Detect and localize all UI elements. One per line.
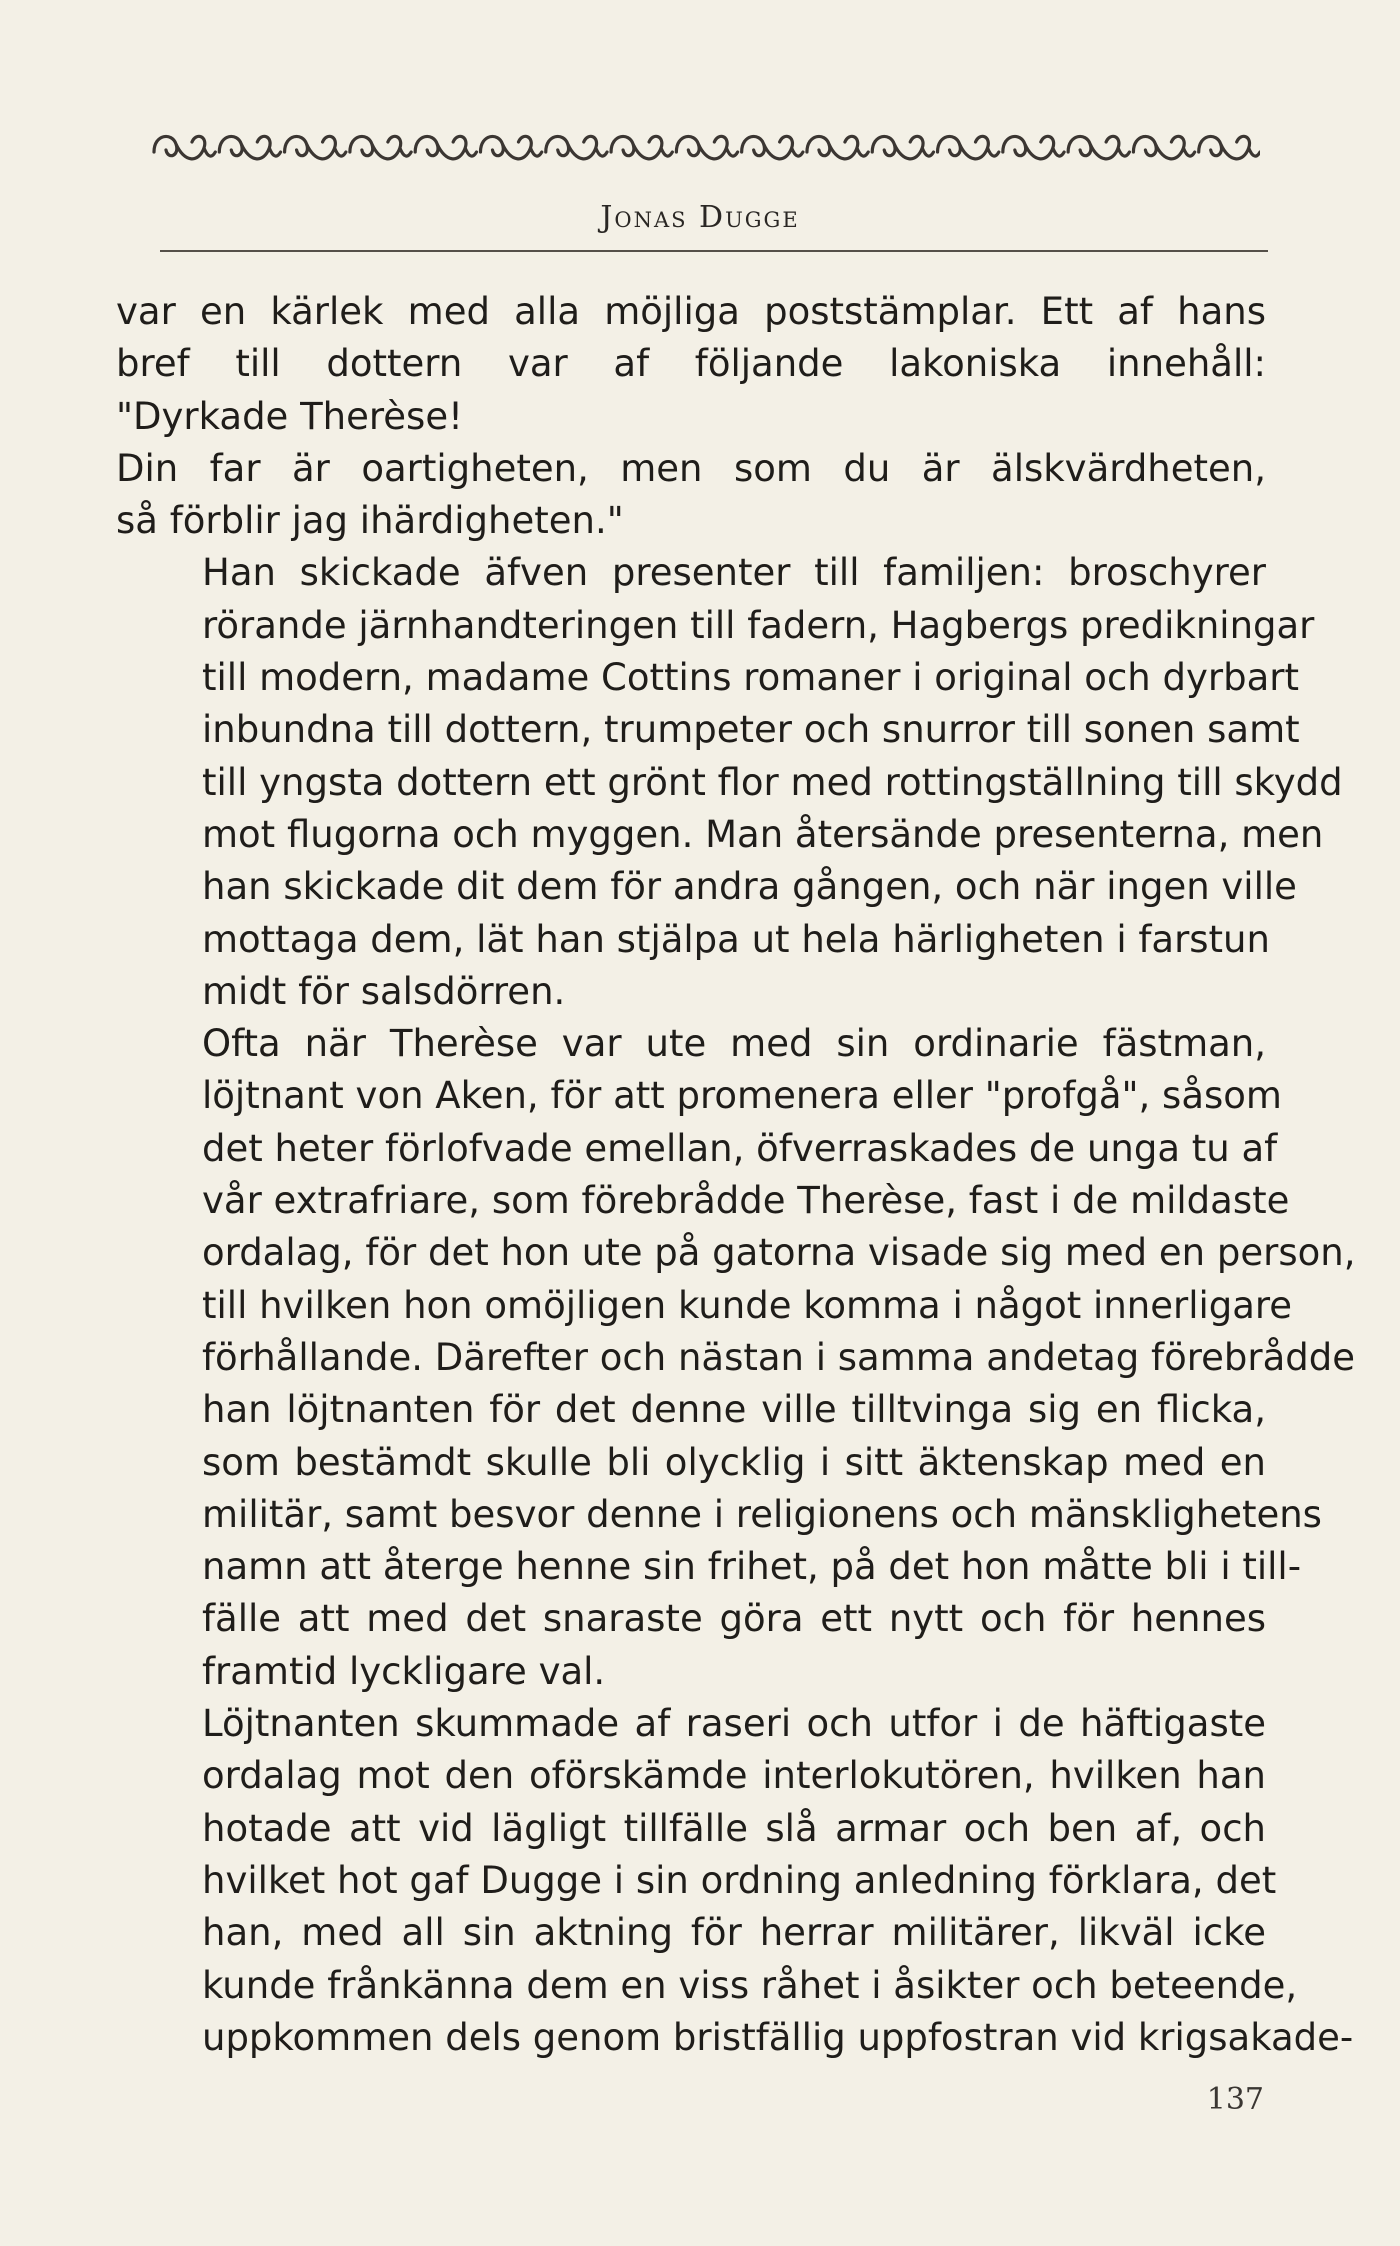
ornament-scroll: [480, 136, 541, 159]
page-body-text: [116, 286, 1356, 2064]
ornament-scroll: [1133, 136, 1194, 159]
text-line: han, med all sin aktning för herrar militärer, likväl icke: [202, 1911, 1266, 1955]
text-line: rörande järnhandteringen till fadern, Hagbergs predikningar: [202, 603, 1315, 647]
ornament-scroll: [872, 136, 933, 159]
ornament-scroll: [219, 136, 280, 159]
text-line: löjtnant von Aken, för att promenera eller "profgå", såsom: [202, 1074, 1282, 1118]
ornament-scroll: [546, 136, 607, 159]
text-line: han löjtnanten för det denne ville tilltvinga sig en flicka,: [202, 1388, 1266, 1432]
running-head: Jonas Dugge: [600, 200, 800, 235]
text-line: framtid lyckligare val.: [202, 1649, 606, 1693]
text-line: ordalag, för det hon ute på gatorna visade sig med en person,: [202, 1231, 1356, 1275]
text-line: bref till dottern var af följande lakoniska innehåll:: [116, 342, 1266, 386]
text-line: kunde frånkänna dem en viss råhet i åsikter och beteende,: [202, 1963, 1298, 2007]
ornament-scroll: [1068, 136, 1129, 159]
text-line: militär, samt besvor denne i religionens och mänsklighetens: [202, 1492, 1322, 1536]
paragraph: [116, 547, 1343, 1018]
ornament-scroll: [676, 136, 737, 159]
page-number: 137: [1206, 2082, 1264, 2117]
ornament-scroll: [938, 136, 999, 159]
ornament-scroll: [154, 136, 215, 159]
ornament-scroll: [807, 136, 868, 159]
text-line: fälle att med det snaraste göra ett nytt och för hennes: [202, 1597, 1266, 1641]
ornament-scroll: [350, 136, 411, 159]
text-line: inbundna till dottern, trumpeter och snurror till sonen samt: [202, 708, 1300, 752]
text-line: hotade att vid lägligt tillfälle slå armar och ben af, och: [202, 1806, 1266, 1850]
paragraph: [116, 1018, 1356, 1698]
text-line: vår extrafriare, som förebrådde Therèse, fast i de mildaste: [202, 1179, 1290, 1223]
text-line: mottaga dem, lät han stjälpa ut hela härligheten i farstun: [202, 917, 1270, 961]
ornament-scroll: [415, 136, 476, 159]
text-line: Din far är oartigheten, men som du är älskvärdheten,: [116, 446, 1266, 490]
paragraph: [116, 286, 1266, 547]
ornament-scroll: [611, 136, 672, 159]
text-line: han skickade dit dem för andra gången, och när ingen ville: [202, 865, 1297, 909]
text-line: till hvilken hon omöjligen kunde komma i något innerligare: [202, 1283, 1293, 1327]
text-line: var en kärlek med alla möjliga poststämplar. Ett af hans: [116, 290, 1266, 333]
text-line: "Dyrkade Therèse!: [116, 394, 463, 438]
text-line: Ofta när Therèse var ute med sin ordinarie fästman,: [202, 1022, 1266, 1066]
text-line: hvilket hot gaf Dugge i sin ordning anledning förklara, det: [202, 1858, 1277, 1902]
ornament-scroll: [742, 136, 803, 159]
ornament-scroll: [1003, 136, 1064, 159]
text-line: namn att återge henne sin frihet, på det hon måtte bli i till-: [202, 1545, 1302, 1589]
text-line: midt för salsdörren.: [202, 969, 566, 1013]
ornament-scroll: [1199, 136, 1260, 159]
header-rule: [160, 250, 1268, 252]
text-line: till modern, madame Cottins romaner i original och dyrbart: [202, 656, 1299, 700]
text-line: förhållande. Därefter och nästan i samma andetag förebrådde: [202, 1335, 1355, 1379]
text-line: Löjtnanten skummade af raseri och utfor i de häftigaste: [202, 1702, 1266, 1746]
text-line: till yngsta dottern ett grönt flor med rottingställning till skydd: [202, 760, 1343, 804]
text-line: mot flugorna och myggen. Man återsände presenterna, men: [202, 812, 1324, 856]
text-line: så förblir jag ihärdigheten.": [116, 499, 624, 543]
text-line: uppkommen dels genom bristfällig uppfostran vid krigsakade-: [202, 2015, 1354, 2059]
text-line: som bestämdt skulle bli olycklig i sitt äktenskap med en: [202, 1440, 1266, 1484]
decorative-header-ornament: [150, 122, 1260, 174]
paragraph: [116, 1698, 1354, 2064]
text-line: ordalag mot den oförskämde interlokutören, hvilken han: [202, 1754, 1266, 1798]
text-line: det heter förlofvade emellan, öfverraskades de unga tu af: [202, 1126, 1278, 1170]
ornament-scroll: [285, 136, 346, 159]
text-line: Han skickade äfven presenter till familjen: broschyrer: [202, 551, 1266, 595]
